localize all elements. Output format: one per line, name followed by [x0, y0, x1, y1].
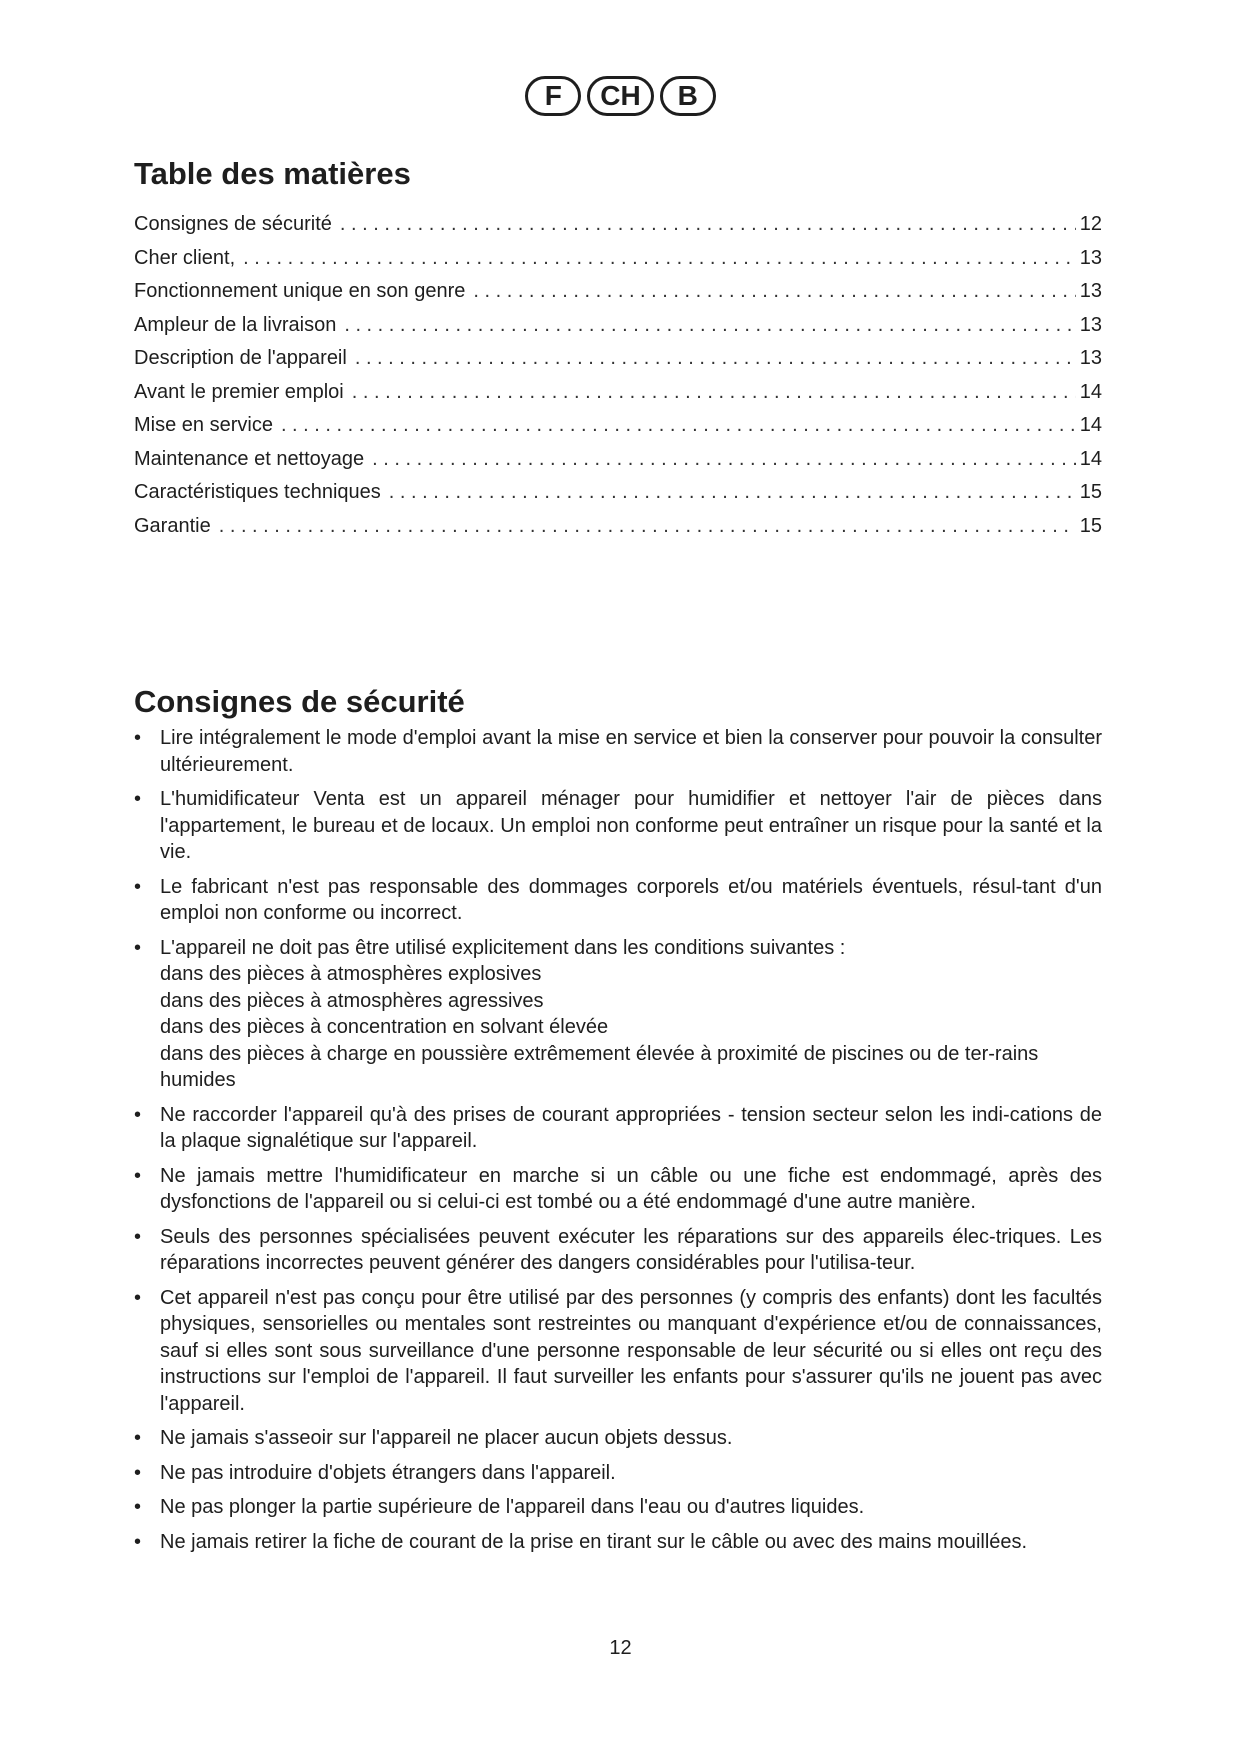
- toc-entry-label: Ampleur de la livraison: [134, 313, 337, 336]
- safety-item: • L'humidificateur Venta est un appareil ménager pour humidifier et nettoyer l'air de pièces dans l'appartement, le bureau et de locaux. Un emploi non conforme peut entraîner un risque pour la santé et la vie.: [134, 786, 1102, 866]
- toc-leader-dots: [355, 347, 1076, 370]
- toc-entry-page: 14: [1079, 414, 1102, 436]
- toc-leader-dots: [389, 481, 1076, 504]
- toc-entry-label: Mise en service: [134, 414, 273, 436]
- country-badge-switzerland: CH: [587, 76, 653, 116]
- safety-item-conditions: [134, 935, 1102, 1094]
- safety-item: • Ne raccorder l'appareil qu'à des prises de courant appropriées - tension secteur selon les indi-cations de la plaque signalétique sur l'appareil.: [134, 1102, 1102, 1155]
- toc-entry-page: 13: [1079, 280, 1102, 302]
- safety-item: • Cet appareil n'est pas conçu pour être utilisé par des personnes (y compris des enfants) dont les facultés physiques, sensorielles ou mentales sont restreintes ou manquant d'expérience et/ou de connaissances, sauf si elles sont sous surveillance d'une personne responsable de leur sécurité ou si elles ont reçu des instructions sur l'emploi de l'appareil. Il faut surveiller les enfants pour s'assurer qu'ils ne jouent pas avec l'appareil.: [134, 1285, 1102, 1418]
- toc-entry-page: 15: [1079, 481, 1102, 503]
- toc-entry-page: 13: [1079, 313, 1102, 336]
- toc-leader-dots: [340, 213, 1076, 236]
- table-of-contents: [134, 213, 1102, 548]
- toc-leader-dots: [219, 515, 1076, 538]
- toc-entry: [134, 481, 1102, 515]
- toc-entry-label: Consignes de sécurité: [134, 213, 332, 235]
- toc-entry-page: 12: [1079, 213, 1102, 235]
- toc-entry: [134, 247, 1102, 281]
- country-badge-france: F: [525, 76, 581, 116]
- safety-item: • Ne jamais retirer la fiche de courant de la prise en tirant sur le câble ou avec des mains mouillées.: [134, 1529, 1102, 1556]
- safety-section-title: Consignes de sécurité: [134, 684, 465, 719]
- safety-item: • Ne pas plonger la partie supérieure de l'appareil dans l'eau ou d'autres liquides.: [134, 1494, 1102, 1521]
- safety-item: • Ne pas introduire d'objets étrangers dans l'appareil.: [134, 1460, 1102, 1487]
- condition-item: dans des pièces à atmosphères agressives: [160, 989, 544, 1012]
- toc-entry-label: Fonctionnement unique en son genre: [134, 280, 466, 302]
- toc-entry: [134, 414, 1102, 448]
- safety-item: • Ne jamais mettre l'humidificateur en marche si un câble ou une fiche est endommagé, après des dysfonctions de l'appareil ou si celui-ci est tombé ou a été endommagé d'une autre manière.: [134, 1163, 1102, 1216]
- safety-item: • Ne jamais s'asseoir sur l'appareil ne placer aucun objets dessus.: [134, 1425, 1102, 1452]
- safety-item: • Lire intégralement le mode d'emploi avant la mise en service et bien la conserver pour pouvoir la consulter ultérieurement.: [134, 725, 1102, 778]
- toc-entry: [134, 314, 1102, 348]
- toc-leader-dots: [281, 414, 1076, 437]
- safety-item-text: L'appareil ne doit pas être utilisé explicitement dans les conditions suivantes :: [160, 936, 846, 959]
- toc-entry-page: 14: [1079, 447, 1102, 470]
- forbidden-conditions-list: [160, 961, 1102, 1094]
- safety-item: • Seuls des personnes spécialisées peuvent exécuter les réparations sur des appareils élec-triques. Les réparations incorrectes peuvent générer des dangers considérables pour l'utilisa-teur.: [134, 1224, 1102, 1277]
- toc-entry-label: Caractéristiques techniques: [134, 481, 381, 503]
- toc-entry: [134, 448, 1102, 482]
- toc-entry-label: Description de l'appareil: [134, 347, 347, 369]
- country-badges: [0, 76, 1241, 116]
- toc-entry-page: 13: [1079, 347, 1102, 369]
- condition-item: dans des pièces à concentration en solvant élevée: [160, 1016, 609, 1038]
- toc-title: Table des matières: [134, 156, 411, 191]
- page-number: 12: [609, 1637, 632, 1659]
- toc-entry-page: 14: [1079, 380, 1102, 403]
- toc-entry: [134, 280, 1102, 314]
- toc-entry: [134, 515, 1102, 549]
- toc-leader-dots: [243, 247, 1076, 270]
- toc-leader-dots: [344, 314, 1075, 337]
- toc-entry-label: Cher client,: [134, 246, 236, 269]
- toc-entry-page: 13: [1079, 246, 1102, 269]
- toc-entry: [134, 347, 1102, 381]
- toc-entry-page: 15: [1079, 514, 1102, 537]
- condition-item: dans des pièces à atmosphères explosives: [160, 963, 542, 985]
- safety-instructions-list: [134, 725, 1102, 1563]
- safety-item: • Le fabricant n'est pas responsable des dommages corporels et/ou matériels éventuels, résul-tant d'un emploi non conforme ou incorrect.: [134, 874, 1102, 927]
- country-badge-belgium: B: [660, 76, 716, 116]
- toc-leader-dots: [352, 381, 1076, 404]
- toc-entry: [134, 213, 1102, 247]
- toc-leader-dots: [372, 448, 1076, 471]
- toc-entry-label: Garantie: [134, 514, 211, 537]
- condition-item: dans des pièces à charge en poussière extrêmement élevée à proximité de piscines ou de ter-rains humides: [160, 1042, 1039, 1091]
- toc-entry: [134, 381, 1102, 415]
- toc-leader-dots: [473, 280, 1075, 303]
- toc-entry-label: Maintenance et nettoyage: [134, 447, 365, 470]
- toc-entry-label: Avant le premier emploi: [134, 380, 344, 403]
